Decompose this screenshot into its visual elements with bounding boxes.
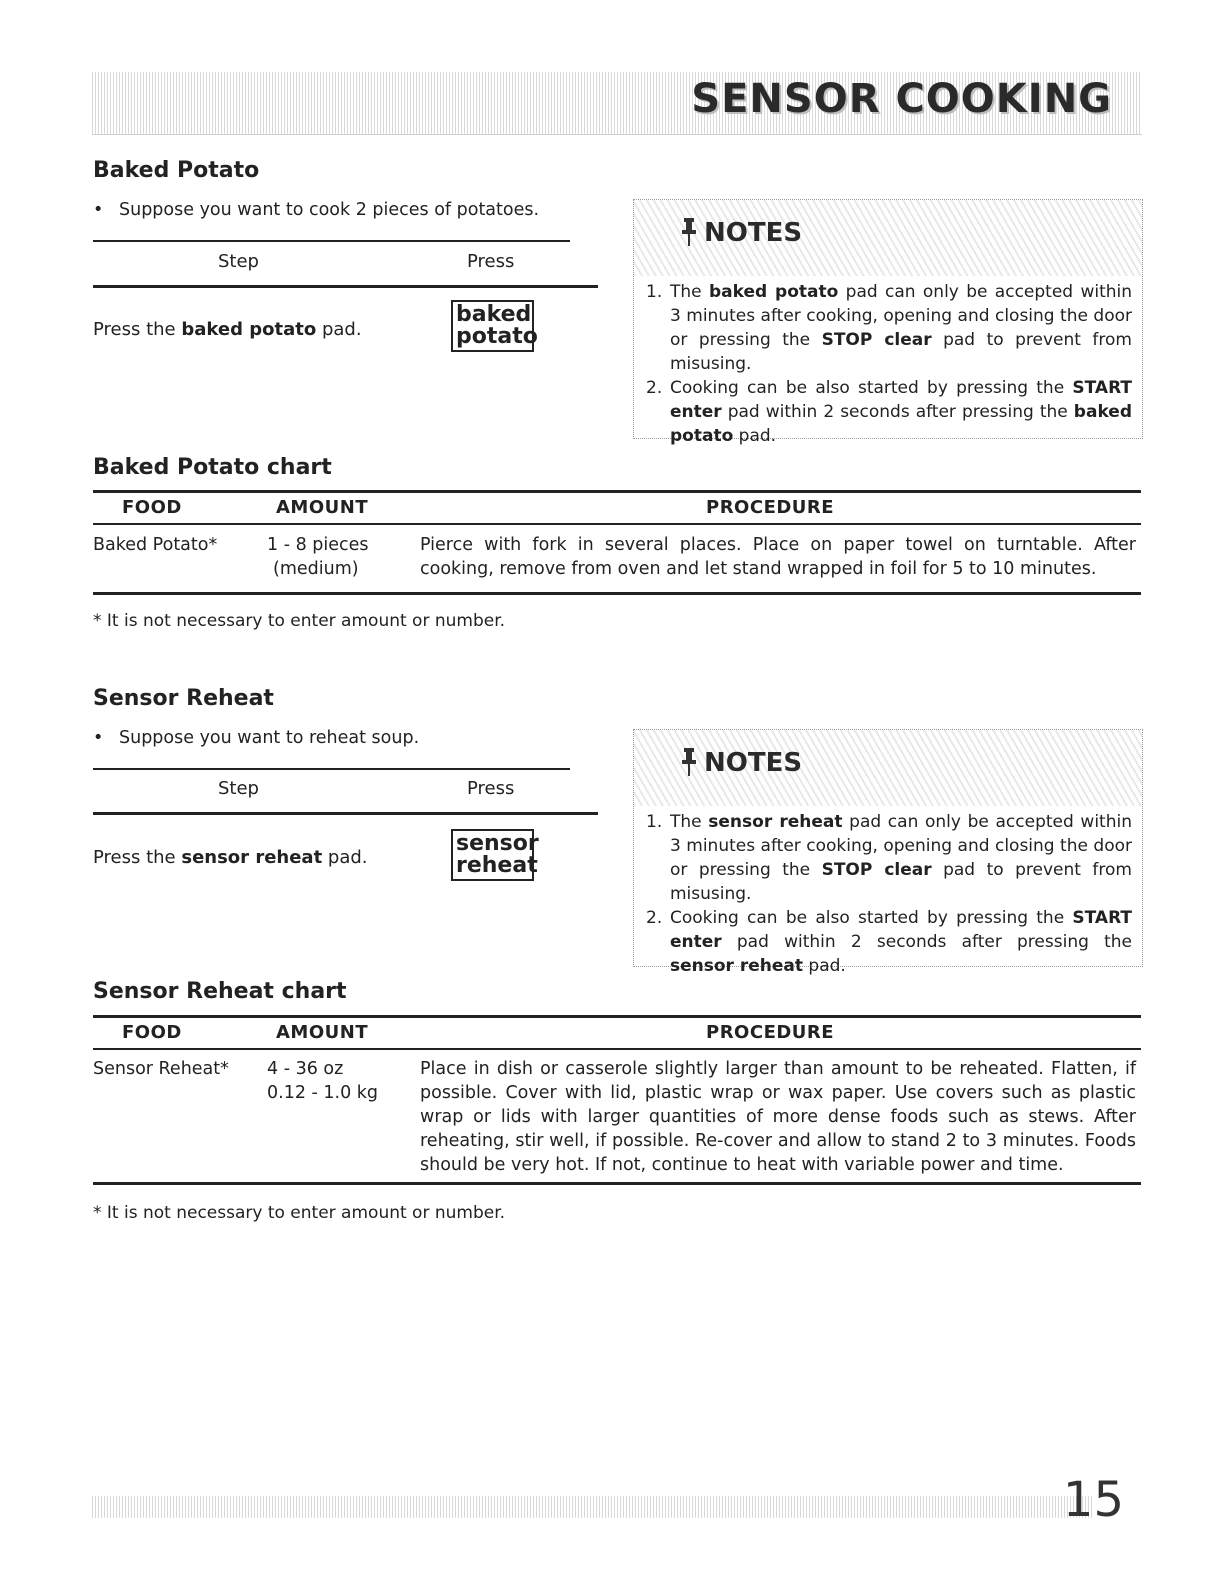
note-item: 2. Cooking can be also started by pressing the START enter pad within 2 seconds after pressing the sensor reheat pad. bbox=[646, 908, 1132, 976]
sensor-reheat-title: Sensor Reheat bbox=[93, 686, 274, 711]
chart-cell-amount: 4 - 36 oz 0.12 - 1.0 kg bbox=[267, 1059, 379, 1103]
divider bbox=[93, 768, 570, 770]
pad-label-line2: potato bbox=[456, 324, 538, 349]
baked-potato-footnote: * It is not necessary to enter amount or number. bbox=[93, 611, 506, 631]
divider bbox=[93, 490, 1141, 493]
pad-label-line2: reheat bbox=[456, 853, 538, 878]
sensor-reheat-pad-button[interactable] bbox=[451, 829, 539, 881]
divider bbox=[93, 1182, 1141, 1185]
step-header: Step bbox=[218, 251, 259, 272]
note-item: 1. The baked potato pad can only be accepted within 3 minutes after cooking, opening and closing the door or pressing the STOP clear pad to prevent from misusing. bbox=[646, 282, 1133, 374]
col-procedure-header: PROCEDURE bbox=[706, 497, 835, 518]
notes-title: NOTES bbox=[704, 218, 803, 248]
col-amount-header: AMOUNT bbox=[276, 1022, 369, 1043]
baked-potato-chart-title: Baked Potato chart bbox=[93, 455, 332, 480]
step-header: Step bbox=[218, 778, 259, 799]
baked-potato-notes-box bbox=[633, 199, 1143, 446]
divider bbox=[93, 523, 1141, 525]
divider bbox=[93, 285, 598, 288]
chart-cell-procedure: Place in dish or casserole slightly larger than amount to be reheated. Flatten, if possible. Cover with lid, plastic wrap or wax paper. Use covers such as plastic wrap or lids with larger quantities of more dense foods such as stews. After reheating, stir well, if possible. Re-cover and allow to stand 2 to 3 minutes. Foods should be very hot. If not, continue to heat with variable power and time. bbox=[420, 1059, 1136, 1175]
pad-label-line1: baked bbox=[456, 302, 532, 327]
sensor-reheat-notes-box bbox=[633, 729, 1143, 976]
baked-potato-pad-button[interactable] bbox=[451, 300, 538, 352]
pad-label-line1: sensor bbox=[456, 831, 539, 856]
chart-cell-amount: 1 - 8 pieces (medium) bbox=[267, 535, 369, 579]
note-item: 1. The sensor reheat pad can only be accepted within 3 minutes after cooking, opening and closing the door or pressing the STOP clear pad to prevent from misusing. bbox=[646, 812, 1132, 904]
baked-potato-step: Press the baked potato pad. bbox=[93, 319, 362, 340]
sensor-reheat-step: Press the sensor reheat pad. bbox=[93, 847, 368, 868]
chart-cell-food: Baked Potato* bbox=[93, 535, 218, 555]
col-food-header: FOOD bbox=[122, 1022, 182, 1043]
divider bbox=[93, 240, 570, 242]
notes-title: NOTES bbox=[704, 748, 803, 778]
baked-potato-bullet: • Suppose you want to cook 2 pieces of potatoes. bbox=[93, 200, 540, 220]
sensor-reheat-bullet: • Suppose you want to reheat soup. bbox=[93, 728, 420, 748]
pushpin-icon bbox=[682, 748, 696, 776]
notes-header bbox=[634, 730, 1142, 806]
divider bbox=[93, 1015, 1141, 1018]
chart-cell-procedure: Pierce with fork in several places. Place on paper towel on turntable. After cooking, remove from oven and let stand wrapped in foil for 5 to 10 minutes. bbox=[420, 535, 1136, 579]
col-food-header: FOOD bbox=[122, 497, 182, 518]
header-banner bbox=[92, 72, 1142, 135]
divider bbox=[93, 1048, 1141, 1050]
page-number: 15 bbox=[1062, 1472, 1124, 1528]
press-header: Press bbox=[467, 251, 515, 272]
col-amount-header: AMOUNT bbox=[276, 497, 369, 518]
col-procedure-header: PROCEDURE bbox=[706, 1022, 835, 1043]
divider bbox=[93, 812, 598, 815]
sensor-reheat-chart-title: Sensor Reheat chart bbox=[93, 979, 347, 1004]
note-item: 2. Cooking can be also started by pressing the START enter pad within 2 seconds after pressing the baked potato pad. bbox=[646, 378, 1132, 446]
footer-bar bbox=[92, 1496, 1092, 1518]
baked-potato-title: Baked Potato bbox=[93, 158, 260, 183]
notes-header bbox=[634, 200, 1142, 276]
page-title: SENSOR COOKING bbox=[691, 76, 1112, 122]
press-header: Press bbox=[467, 778, 515, 799]
divider bbox=[93, 592, 1141, 595]
pushpin-icon bbox=[682, 218, 696, 246]
sensor-reheat-footnote: * It is not necessary to enter amount or number. bbox=[93, 1203, 506, 1223]
chart-cell-food: Sensor Reheat* bbox=[93, 1059, 229, 1079]
